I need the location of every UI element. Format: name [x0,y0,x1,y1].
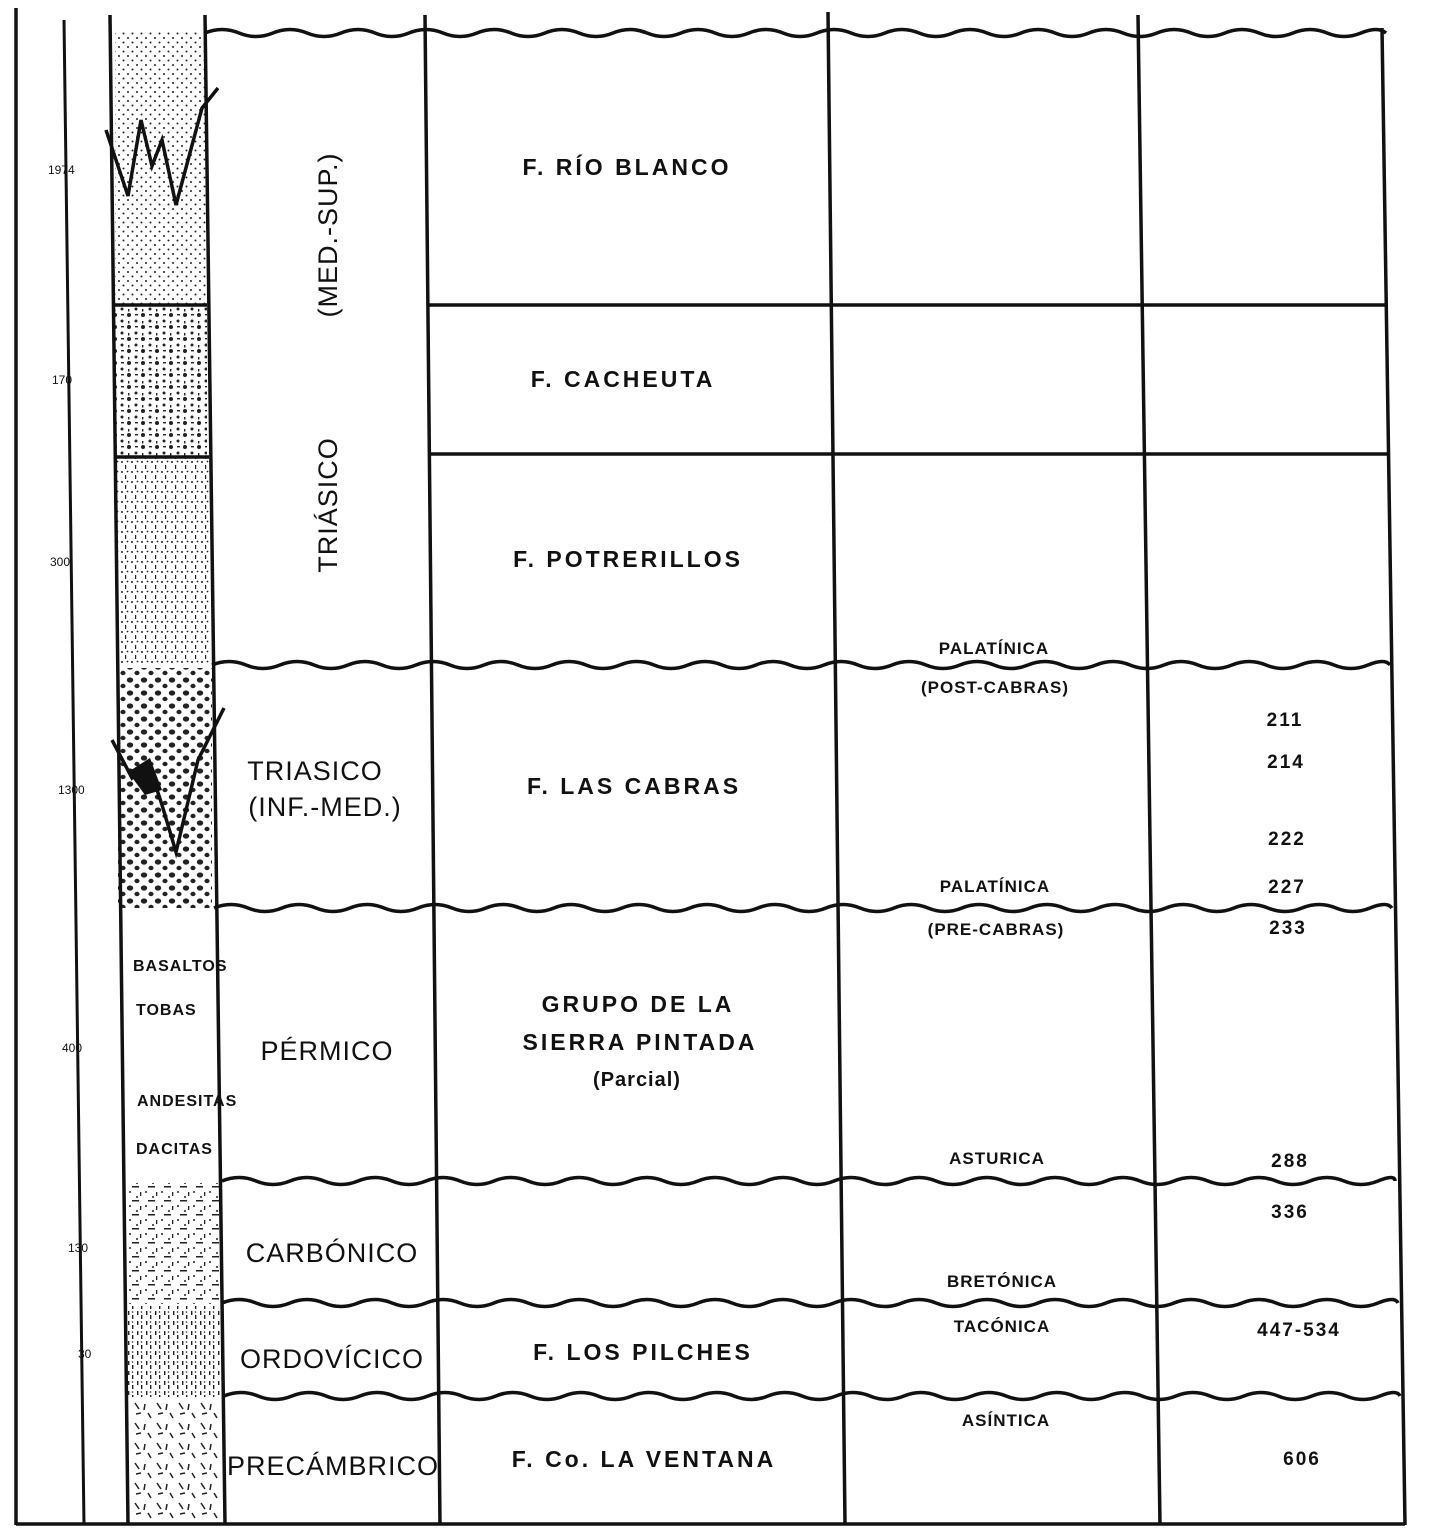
unconformity-line [222,1300,1398,1307]
unconformity-line [222,1178,1395,1185]
orogeny-asturica: ASTURICA [949,1149,1045,1168]
period-permico: PÉRMICO [260,1036,394,1066]
orogeny-asintica: ASÍNTICA [961,1411,1051,1430]
period-triasico-inf-med-sub: (INF.-MED.) [248,792,402,822]
unconformity-lines [205,30,1400,1400]
scale-label: 1974 [48,163,75,177]
lithology-label: BASALTOS [133,958,228,975]
scale-label: 30 [78,1347,92,1361]
lithology-potrerillos-fill [117,457,209,665]
formation-sierra-pintada-line2: SIERRA PINTADA [522,1029,758,1055]
scale-label: 1300 [58,783,85,797]
orogeny-bretonica: BRETÓNICA [946,1272,1058,1291]
orogeny-palatinica-post: PALATÍNICA [938,639,1050,658]
period-triasico-inf-med: TRIASICO [247,756,383,786]
formation-sierra-pintada-line3: (Parcial) [593,1069,681,1091]
age-label: 336 [1271,1202,1309,1223]
age-label: 214 [1267,752,1305,773]
age-label: 447-534 [1257,1320,1341,1341]
orogeny-palatinica-post-sub: (POST-CABRAS) [920,678,1070,697]
lithology-las-cabras-fill [118,668,212,908]
formation-las-cabras: F. LAS CABRAS [526,773,742,799]
period-label: (MED.-SUP.) [313,152,343,318]
period-triasico-med-sup [313,152,343,572]
orogeny-palatinica-pre: PALATÍNICA [939,877,1051,896]
lithology-label: DACITAS [136,1141,213,1158]
scale-axis [64,20,84,1525]
lithology-label: TOBAS [136,1002,197,1019]
scale-label: 400 [62,1041,83,1055]
age-label: 227 [1268,877,1306,898]
formation-cacheuta: F. CACHEUTA [530,366,716,392]
unconformity-line [224,1393,1400,1400]
scale-label: 300 [50,555,71,569]
unconformity-line [214,905,1392,912]
lithology-triasico-sup-fill [115,30,207,305]
age-label: 606 [1283,1449,1321,1470]
lithology-cacheuta-fill [115,306,207,456]
period-ordovicico: ORDOVÍCICO [239,1344,425,1374]
period-carbonico: CARBÓNICO [245,1238,419,1268]
age-label: 222 [1268,829,1306,850]
lithology-carbonico-fill [125,1183,220,1304]
unconformity-line [212,662,1390,669]
formation-potrerillos: F. POTRERILLOS [513,546,743,572]
orogeny-taconica: TACÓNICA [953,1317,1051,1336]
lithology-precambrico-fill [130,1400,222,1520]
lithology-label: ANDESITAS [137,1093,238,1110]
age-label: 233 [1269,918,1307,939]
period-precambrico: PRECÁMBRICO [226,1451,440,1481]
lithology-ordovicico-fill [128,1306,220,1397]
formation-sierra-pintada: GRUPO DE LA [541,991,735,1017]
scale-label: 130 [68,1241,89,1255]
age-label: 288 [1271,1151,1309,1172]
orogeny-palatinica-pre-sub: (PRE-CABRAS) [927,920,1065,939]
formation-la-ventana: F. Co. LA VENTANA [511,1446,777,1472]
formation-los-pilches: F. LOS PILCHES [533,1339,753,1365]
table-borders [16,8,1405,1525]
scale-label: 170 [52,373,73,387]
formation-rio-blanco: F. RÍO BLANCO [522,154,732,180]
age-label: 211 [1266,710,1304,731]
period-label: TRIÁSICO [313,437,343,573]
unconformity-line [205,30,1386,37]
